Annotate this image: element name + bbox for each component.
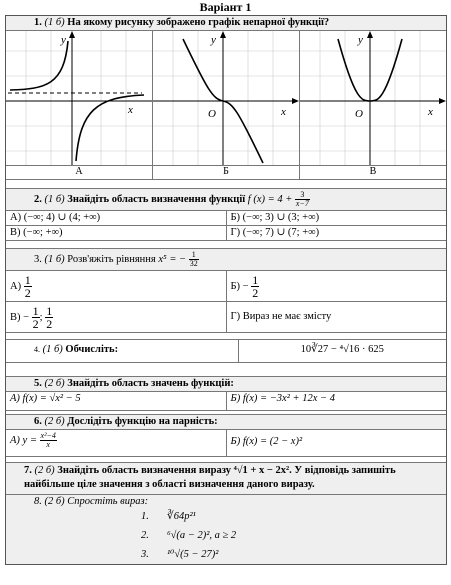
graph-label-a: А <box>75 166 83 178</box>
question-2 <box>6 188 446 210</box>
graph-a <box>6 31 152 165</box>
q2-formula: f (x) = 4 + <box>247 193 293 205</box>
q1-text: На якому рисунку зображено графік непарної функції? <box>67 17 330 28</box>
q1-graphs <box>6 30 446 179</box>
q7-number: 7. <box>24 465 32 477</box>
q1-points: (1 б) <box>44 17 65 28</box>
q6-option-b[interactable]: Б) f(x) = (2 − x)² <box>226 430 447 456</box>
q3-option-b[interactable]: Б) − $\frac{1}{2}$ <box>226 271 447 301</box>
q6-text: Дослідіть функцію на парність: <box>67 416 218 428</box>
q6-points: (2 б) <box>44 416 65 428</box>
graph-c-plot <box>300 31 446 165</box>
graph-c <box>299 31 446 165</box>
q2-number: 2. <box>34 193 42 205</box>
q8-text: Спростіть вираз: <box>67 495 149 507</box>
graph-c-x-label: x <box>428 106 433 119</box>
q2-option-a[interactable]: А) (−∞; 4) ∪ (4; +∞) <box>10 212 101 224</box>
q8-item-1: 1. ∛64p²¹ <box>141 510 196 522</box>
graph-label-c: В <box>299 166 446 179</box>
q3-option-a[interactable]: А) $\frac{1}{2}$ <box>10 273 31 301</box>
q3-number: 3. <box>34 254 42 266</box>
graph-b-x-label: x <box>281 106 286 119</box>
q1-number: 1. <box>34 17 42 28</box>
question-7 <box>6 462 446 493</box>
graph-b-plot <box>153 31 299 165</box>
q8-item-2: 2. ⁶√(a − 2)², a ≥ 2 <box>141 529 237 541</box>
q3-equation: x⁵ = − <box>158 254 187 266</box>
variant-title: Варіант 1 <box>199 0 252 14</box>
q2-option-d[interactable]: Г) (−∞; 7) ∪ (7; +∞) <box>226 226 447 240</box>
q7-text: Знайдіть область визначення виразу ⁴√1 + x − 2x². У відповідь запишіть найбільше ціле значення з області визначення даного виразу. <box>24 465 396 491</box>
q4-expression: 10∛27 − ⁴√16 · 625 <box>238 340 447 362</box>
q3-points: (1 б) <box>44 254 65 266</box>
q2-text: Знайдіть область визначення функції <box>67 193 246 205</box>
q2-option-b[interactable]: Б) (−∞; 3) ∪ (3; +∞) <box>226 211 447 225</box>
graph-a-x-label: x <box>128 104 133 117</box>
graph-a-y-label: y <box>61 34 66 47</box>
graph-label-b: Б <box>152 166 299 179</box>
graph-b-y-label: y <box>211 34 216 47</box>
graph-c-origin: O <box>355 108 363 121</box>
question-1 <box>6 16 446 30</box>
q6-option-a[interactable]: А) y = $\frac{\text{x²−4}}{x}$ <box>10 431 56 450</box>
question-6 <box>6 414 446 429</box>
q2-points: (1 б) <box>44 193 65 205</box>
q4-number: 4. <box>34 345 40 355</box>
q6-number: 6. <box>34 416 42 428</box>
question-8 <box>6 494 446 564</box>
question-3 <box>6 248 446 270</box>
q5-option-a[interactable]: А) f(x) = √x² − 5 <box>10 393 81 405</box>
question-5 <box>6 376 446 391</box>
q2-option-c[interactable]: В) (−∞; +∞) <box>10 227 63 239</box>
test-table <box>5 15 447 565</box>
q8-number: 8. <box>34 495 42 507</box>
graph-b-origin: O <box>208 108 216 121</box>
q5-points: (2 б) <box>44 378 65 390</box>
q7-points: (2 б) <box>34 465 55 477</box>
q5-number: 5. <box>34 378 42 390</box>
graph-c-y-label: y <box>358 34 363 47</box>
q3-option-d[interactable]: Г) Вираз не має змісту <box>226 302 447 332</box>
q8-items <box>6 509 446 568</box>
q8-item-3: 3. ¹⁰√(5 − 27)² <box>141 548 219 560</box>
q2-fraction: $\frac{3}{x-7}$ <box>295 190 309 209</box>
q3-eq-fraction: $\frac{1}{32}$ <box>189 250 198 269</box>
q5-text: Знайдіть область значень функцій: <box>67 378 234 390</box>
q3-text: Розв'яжіть рівняння <box>67 254 156 266</box>
q4-points: (1 б) <box>42 344 63 356</box>
q5-option-b[interactable]: Б) f(x) = −3x² + 12x − 4 <box>226 392 447 410</box>
q8-points: (2 б) <box>44 495 65 507</box>
q3-option-c[interactable]: В) − $\frac{1}{2}$ ; $\frac{1}{2}$ <box>10 304 53 332</box>
question-4 <box>6 339 446 362</box>
graph-a-plot <box>6 31 152 165</box>
graph-b <box>152 31 299 165</box>
q4-text: Обчисліть: <box>65 344 119 356</box>
